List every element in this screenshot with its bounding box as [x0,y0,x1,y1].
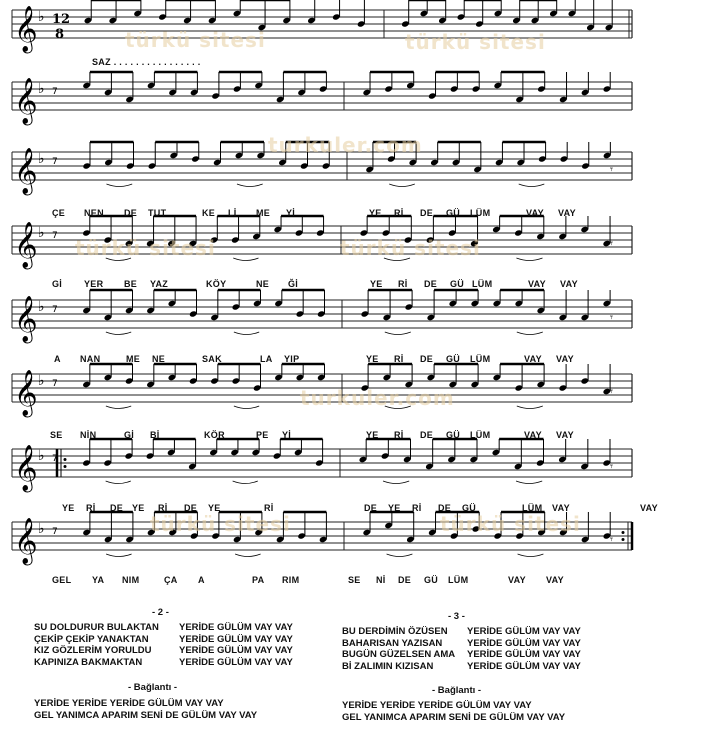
lyric-syllable: YE [366,430,379,440]
lyric-syllable: PE [256,430,269,440]
lyric-syllable: NE [256,279,270,289]
refrain: YERİDE YERİDE YERİDE GÜLÜM VAY VAY GEL YANIMCA APARIM SENİ DE GÜLÜM VAY VAY [34,698,258,721]
treble-clef-icon: 𝄞 [14,6,38,52]
verse-number: - 3 - [448,611,465,622]
verse-line: BAHARISAN YAZISAN YERİDE GÜLÜM VAY VAY [342,637,581,649]
watermark: türkü sitesi [125,28,266,52]
lyric-syllable: Rİ [394,208,404,218]
lyric-syllable: YIP [284,354,300,364]
eighth-rest-icon: 𝄾 [610,533,613,546]
verse-line: KAPINIZA BAKMAKTAN YERİDE GÜLÜM VAY VAY [34,656,293,668]
eighth-rest-icon: 𝄾 [610,163,613,176]
flat-icon: ♭ [38,9,45,25]
measure-mark: 7 [52,379,58,389]
lyric-syllable: YA [92,575,105,585]
lyric-syllable: TUT [148,208,167,218]
lyric-syllable: Rİ [412,503,422,513]
staff [0,0,710,60]
watermark: turkuler.com [300,386,455,410]
baglanti-label: - Bağlantı - [432,685,482,696]
measure-mark: 7 [52,87,58,97]
lyric-syllable: GÜ [424,575,439,585]
treble-clef-icon: 𝄞 [14,518,38,564]
lyric-syllable: Rİ [86,503,96,513]
verse-number: - 2 - [152,607,169,618]
lyric-syllable: VAY [558,208,576,218]
staff [0,62,710,132]
treble-clef-icon: 𝄞 [14,445,38,491]
watermark: türkü sitesi [75,236,216,260]
lyric-syllable: VAY [560,279,578,289]
lyric-syllable: Yİ [286,208,296,218]
flat-icon: ♭ [38,151,45,167]
lyric-syllable: YAZ [150,279,169,289]
refrain: YERİDE YERİDE YERİDE GÜLÜM VAY VAY GEL YANIMCA APARIM SENİ DE GÜLÜM VAY VAY [342,700,566,723]
lyric-syllable: YE [208,503,221,513]
saz-label: SAZ . . . . . . . . . . . . . . . . [92,57,201,67]
lyric-syllable: KÖY [206,279,227,289]
lyric-syllable: SE [348,575,361,585]
treble-clef-icon: 𝄞 [14,148,38,194]
lyric-syllable: DE [420,208,434,218]
lyric-syllable: YE [388,503,401,513]
measure-mark: 7 [52,305,58,315]
lyric-syllable: KE [202,208,216,218]
flat-icon: ♭ [38,521,45,537]
lyric-syllable: Rİ [394,430,404,440]
lyric-syllable: DE [420,354,434,364]
lyric-line [0,354,710,366]
lyric-syllable: ÇE [52,208,66,218]
lyric-syllable: Ğİ [288,279,299,289]
lyric-syllable: LA [260,354,273,364]
flat-icon: ♭ [38,81,45,97]
lyric-syllable: Gİ [124,430,135,440]
lyric-syllable: GÜ [446,208,461,218]
lyric-syllable: Lİ [228,208,237,218]
lyric-syllable: VAY [552,503,570,513]
watermark: türkü sitesi [150,512,291,536]
verse-line: Bİ ZALIMIN KIZISAN YERİDE GÜLÜM VAY VAY [342,660,581,672]
lyric-syllable: Gİ [52,279,63,289]
lyric-syllable: BE [124,279,138,289]
lyric-syllable: YE [132,503,145,513]
measure-mark: 7 [52,527,58,537]
lyric-syllable: KÖR [204,430,225,440]
flat-icon: ♭ [38,225,45,241]
lyric-syllable: YE [366,354,379,364]
lyric-line [0,208,710,220]
eighth-rest-icon: 𝄾 [610,460,613,473]
baglanti-label: - Bağlantı - [128,682,178,693]
lyric-syllable: GÜ [446,430,461,440]
lyric-line [0,430,710,442]
verse-2 [34,622,293,668]
verse-line: BUGÜN GÜZELSEN AMA YERİDE GÜLÜM VAY VAY [342,649,581,660]
lyric-syllable: YE [370,279,383,289]
lyric-syllable: LÜM [472,279,493,289]
lyric-syllable: A [54,354,61,364]
lyric-syllable: NIM [122,575,140,585]
treble-clef-icon: 𝄞 [14,222,38,268]
lyric-syllable: VAY [526,208,544,218]
lyric-syllable: LÜM [470,430,491,440]
lyric-syllable: Rİ [158,503,168,513]
lyric-syllable: Yİ [282,430,292,440]
lyric-syllable: VAY [556,354,574,364]
flat-icon: ♭ [38,299,45,315]
lyric-syllable: VAY [640,503,658,513]
verse-line: BU DERDİMİN ÖZÜSEN YERİDE GÜLÜM VAY VAY [342,626,581,637]
lyric-syllable: Rİ [394,354,404,364]
lyric-syllable: VAY [556,430,574,440]
watermark: türkü sitesi [340,236,481,260]
verse-line: KIZ GÖZLERİM YORULDU YERİDE GÜLÜM VAY VAY [34,645,293,656]
lyric-syllable: LÜM [470,354,491,364]
verse-line: ÇEKİP ÇEKİP YANAKTAN YERİDE GÜLÜM VAY VAY [34,633,293,645]
lyric-syllable: YE [62,503,75,513]
lyric-syllable: VAY [508,575,526,585]
lyric-syllable: NEN [84,208,104,218]
watermark: turkuler.com [268,133,423,157]
verse-line: SU DOLDURUR BULAKTAN YERİDE GÜLÜM VAY VAY [34,622,293,633]
measure-mark: 7 [52,231,58,241]
lyric-syllable: DE [438,503,452,513]
lyric-syllable: DE [424,279,438,289]
lyric-syllable: GÜ [450,279,465,289]
lyric-syllable: DE [398,575,412,585]
time-signature-top: 12 [52,12,71,27]
lyric-syllable: RIM [282,575,300,585]
time-signature-bottom: 8 [55,27,65,42]
flat-icon: ♭ [38,373,45,389]
lyric-syllable: VAY [524,430,542,440]
lyric-syllable: DE [364,503,378,513]
lyric-syllable: A [198,575,205,585]
lyric-syllable: ME [126,354,141,364]
lyric-syllable: NİN [80,430,97,440]
flat-icon: ♭ [38,448,45,464]
lyric-syllable: NE [152,354,166,364]
lyric-syllable: GÜ [446,354,461,364]
verse-3 [342,626,581,672]
lyric-syllable: DE [420,430,434,440]
lyric-syllable: SE [50,430,63,440]
lyric-syllable: YE [369,208,382,218]
lyric-syllable: LÜM [522,503,543,513]
lyric-line [0,575,710,587]
treble-clef-icon: 𝄞 [14,78,38,124]
lyric-syllable: DE [184,503,198,513]
lyric-syllable: Nİ [376,575,386,585]
lyric-syllable: VAY [528,279,546,289]
lyric-syllable: LÜM [470,208,491,218]
lyric-syllable: LÜM [448,575,469,585]
lyric-syllable: Rİ [398,279,408,289]
lyric-line [0,279,710,291]
lyric-syllable: ÇA [164,575,178,585]
measure-mark: 7 [52,157,58,167]
lyric-syllable: DE [110,503,124,513]
lyric-syllable: DE [124,208,138,218]
lyric-syllable: GÜ [462,503,477,513]
lyric-syllable: ME [256,208,271,218]
lyric-syllable: NAN [80,354,101,364]
watermark: türkü sitesi [405,30,546,54]
lyric-syllable: VAY [524,354,542,364]
lyric-syllable: YER [84,279,104,289]
lyric-syllable: SAK [202,354,222,364]
eighth-rest-icon: 𝄾 [610,311,613,324]
lyric-syllable: GEL [52,575,72,585]
lyric-syllable: VAY [546,575,564,585]
measure-mark: 7 [52,454,58,464]
lyric-syllable: Bİ [150,430,160,440]
eighth-rest-icon: 𝄾 [610,385,613,398]
eighth-rest-icon: 𝄾 [610,237,613,250]
lyric-syllable: Rİ [264,503,274,513]
treble-clef-icon: 𝄞 [14,296,38,342]
lyric-line [0,503,710,515]
treble-clef-icon: 𝄞 [14,370,38,416]
lyric-syllable: PA [252,575,265,585]
watermark: türkü sitesi [440,512,581,536]
